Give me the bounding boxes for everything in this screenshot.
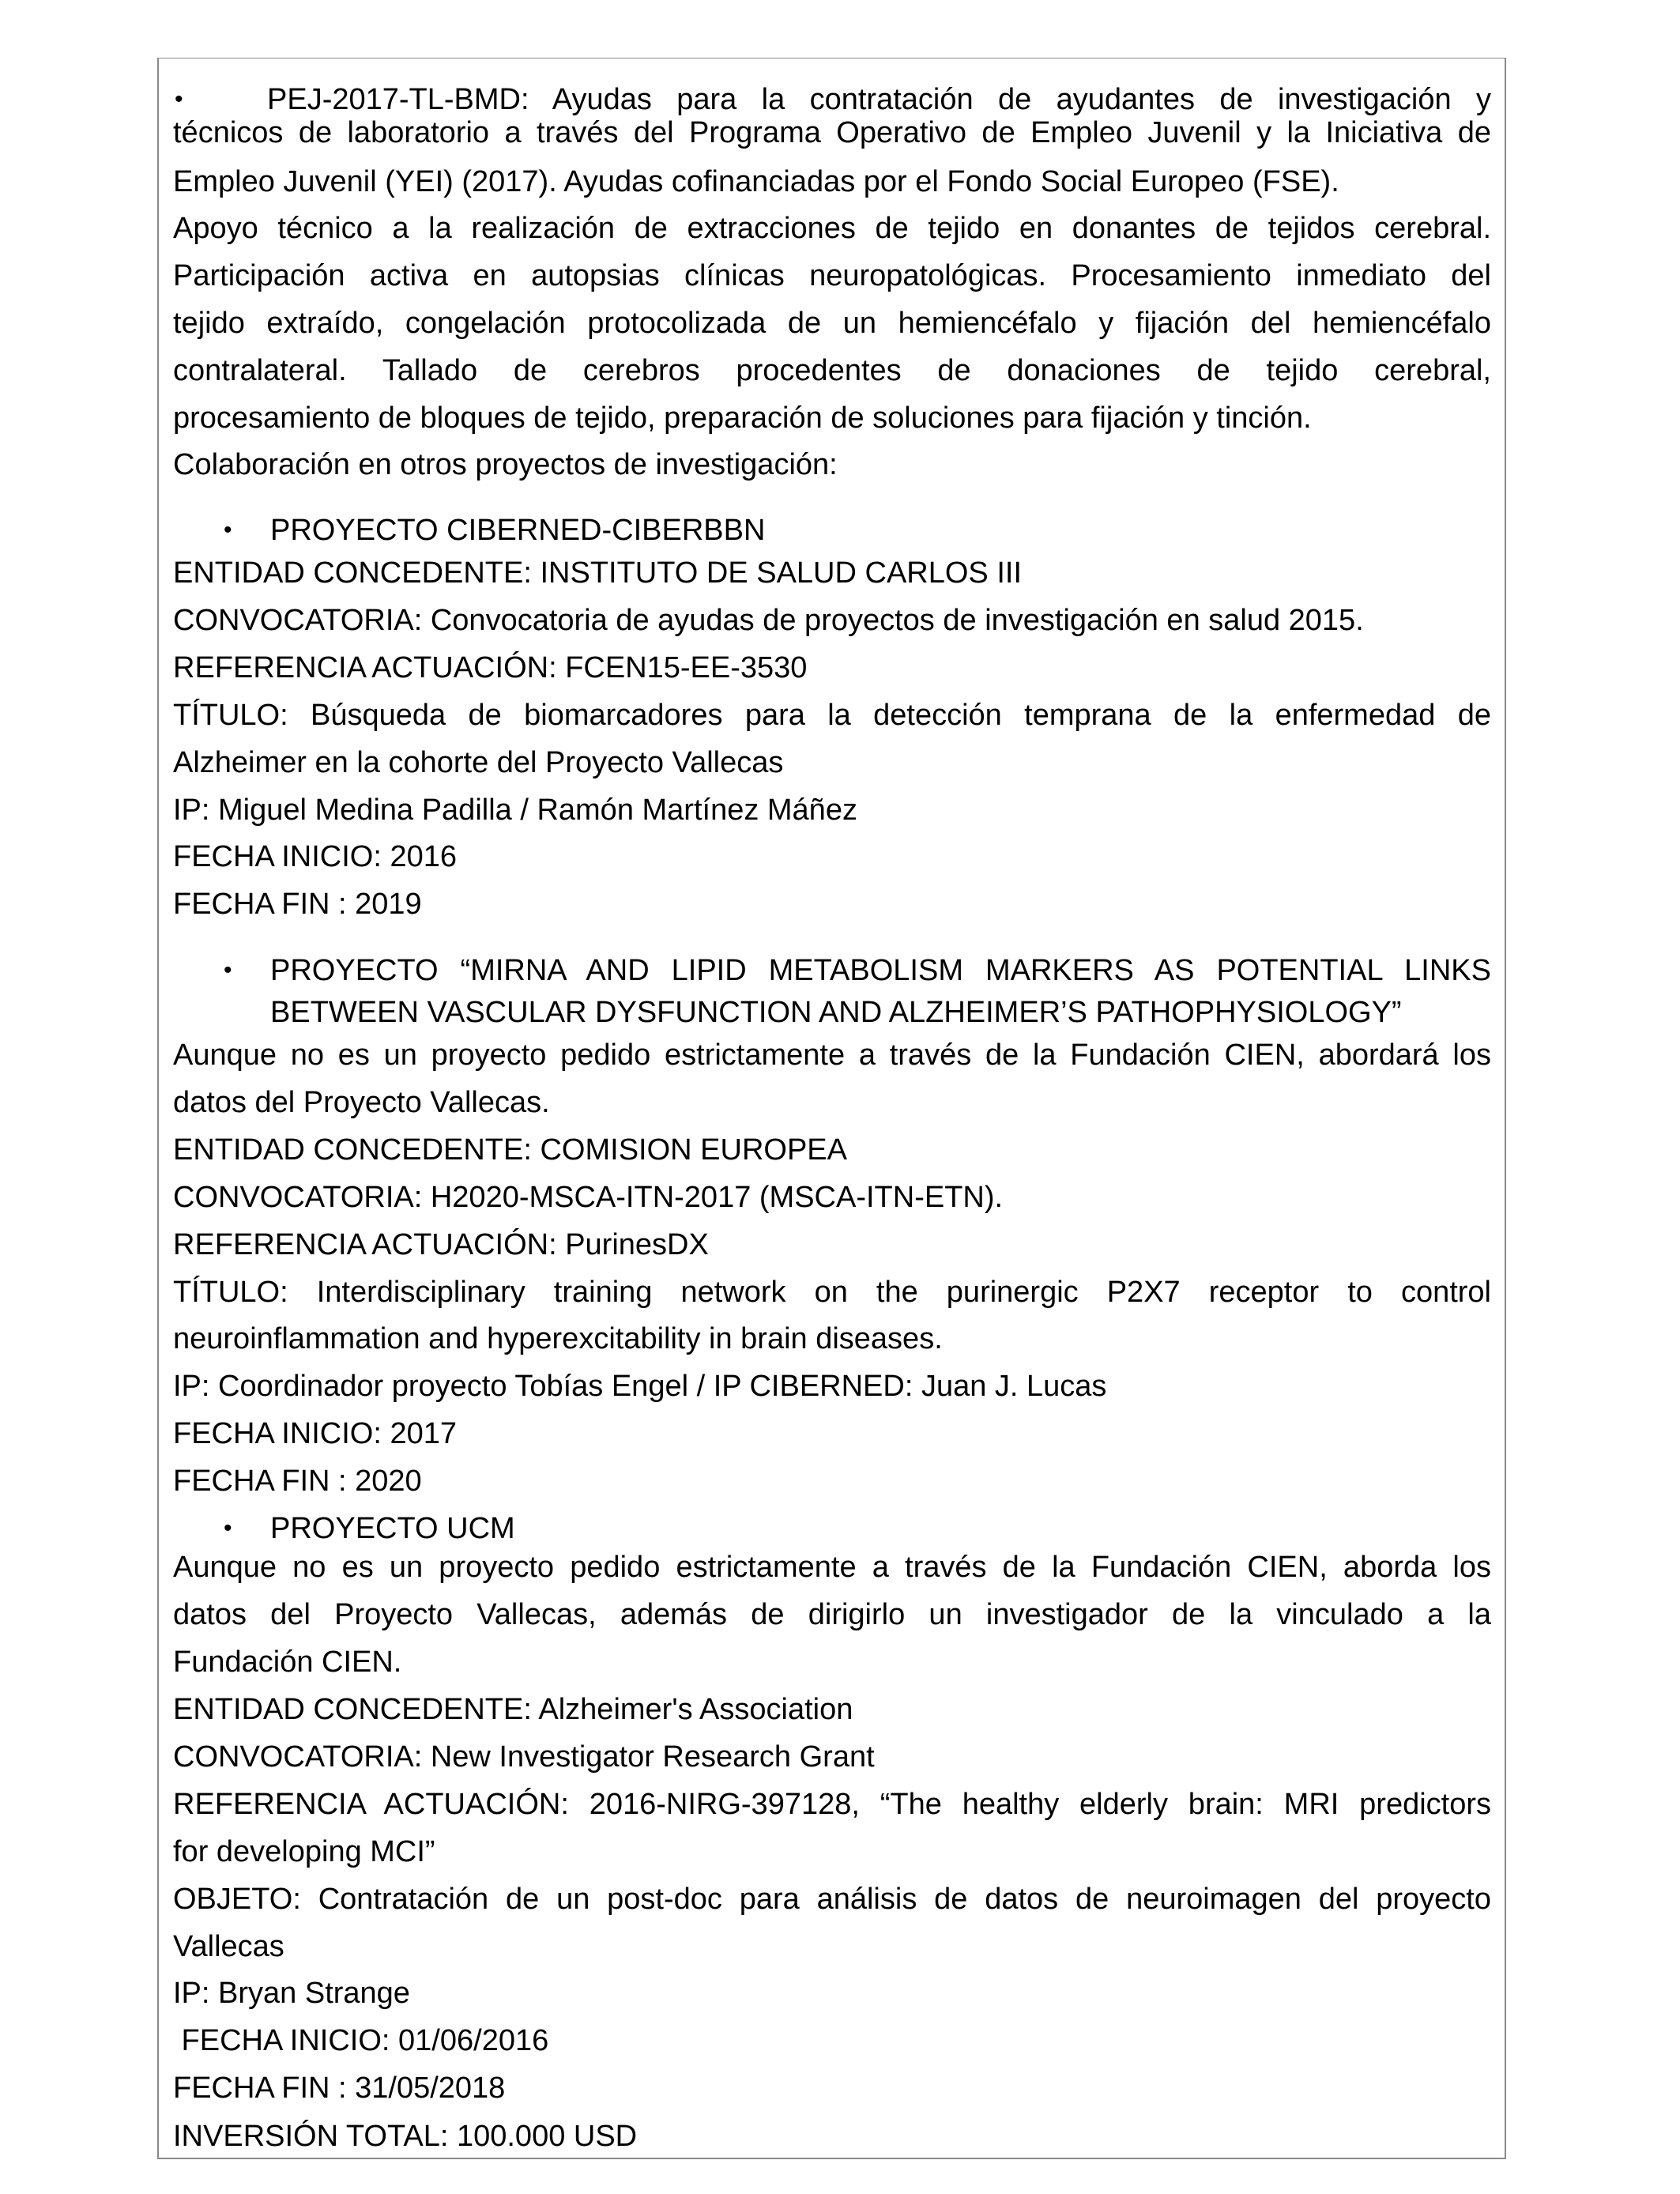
project2-heading-line-2: BETWEEN VASCULAR DYSFUNCTION AND ALZHEIMER’S PATHOPHYSIOLOGY” [270, 996, 1402, 1029]
intro-paragraph-line-6: Colaboración en otros proyectos de investigación: [173, 448, 838, 481]
project2-titulo-line-1: TÍTULO: Interdisciplinary training network on the purinergic P2X7 receptor to control [173, 1276, 1491, 1309]
project2-convocatoria: CONVOCATORIA: H2020-MSCA-ITN-2017 (MSCA-ITN-ETN). [173, 1181, 1004, 1214]
project1-referencia: REFERENCIA ACTUACIÓN: FCEN15-EE-3530 [173, 651, 808, 684]
project3-fecha-fin: FECHA FIN : 31/05/2018 [173, 2071, 506, 2105]
project3-entidad: ENTIDAD CONCEDENTE: Alzheimer's Association [173, 1693, 853, 1726]
project3-fecha-inicio: FECHA INICIO: 01/06/2016 [173, 2024, 549, 2057]
project2-ip: IP: Coordinador proyecto Tobías Engel / IP CIBERNED: Juan J. Lucas [173, 1370, 1107, 1403]
intro-paragraph-line-4: contralateral. Tallado de cerebros procedentes de donaciones de tejido cerebral, [173, 354, 1491, 387]
project3-referencia-line-2: for developing MCI” [173, 1835, 435, 1868]
project3-ip: IP: Bryan Strange [173, 1977, 410, 2010]
intro-paragraph-line-1: Apoyo técnico a la realización de extracciones de tejido en donantes de tejidos cerebral. [173, 212, 1491, 245]
project2-note-line-2: datos del Proyecto Vallecas. [173, 1086, 550, 1119]
intro-line-2: técnicos de laboratorio a través del Programa Operativo de Empleo Juvenil y la Iniciativa de [173, 116, 1491, 149]
project2-referencia: REFERENCIA ACTUACIÓN: PurinesDX [173, 1228, 709, 1261]
intro-line-3: Empleo Juvenil (YEI) (2017). Ayudas cofinanciadas por el Fondo Social Europeo (FSE). [173, 165, 1339, 198]
project3-note-line-2: datos del Proyecto Vallecas, además de dirigirlo un investigador de la vinculado a la [173, 1598, 1491, 1631]
project1-fecha-inicio: FECHA INICIO: 2016 [173, 840, 458, 873]
project3-objeto-line-1: OBJETO: Contratación de un post-doc para análisis de datos de neuroimagen del proyecto [173, 1883, 1491, 1916]
intro-line-1: PEJ-2017-TL-BMD: Ayudas para la contratación de ayudantes de investigación y [267, 83, 1491, 116]
project1-heading: PROYECTO CIBERNED-CIBERBBN [270, 514, 766, 547]
project3-note-line-3: Fundación CIEN. [173, 1646, 402, 1679]
project1-convocatoria: CONVOCATORIA: Convocatoria de ayudas de proyectos de investigación en salud 2015. [173, 604, 1364, 637]
project2-heading-line-1: PROYECTO “MIRNA AND LIPID METABOLISM MARKERS AS POTENTIAL LINKS [270, 954, 1491, 987]
bullet-icon: • [224, 957, 232, 983]
project2-entidad: ENTIDAD CONCEDENTE: COMISION EUROPEA [173, 1133, 847, 1167]
project3-heading: PROYECTO UCM [270, 1512, 515, 1545]
project3-inversion-total: INVERSIÓN TOTAL: 100.000 USD [173, 2120, 638, 2153]
project2-fecha-inicio: FECHA INICIO: 2017 [173, 1417, 458, 1450]
project3-referencia-line-1: REFERENCIA ACTUACIÓN: 2016-NIRG-397128, “The healthy elderly brain: MRI predictors [173, 1788, 1491, 1821]
project1-fecha-fin: FECHA FIN : 2019 [173, 888, 422, 921]
project3-note-line-1: Aunque no es un proyecto pedido estrictamente a través de la Fundación CIEN, aborda los [173, 1551, 1491, 1584]
project2-fecha-fin: FECHA FIN : 2020 [173, 1465, 422, 1498]
intro-paragraph-line-5: procesamiento de bloques de tejido, preparación de soluciones para fijación y tinción. [173, 401, 1312, 435]
project1-titulo-line-2: Alzheimer en la cohorte del Proyecto Vallecas [173, 746, 784, 779]
project2-note-line-1: Aunque no es un proyecto pedido estrictamente a través de la Fundación CIEN, abordará los [173, 1039, 1491, 1072]
bullet-icon: • [224, 517, 232, 543]
bullet-icon: • [175, 86, 183, 112]
project3-convocatoria: CONVOCATORIA: New Investigator Research Grant [173, 1740, 875, 1774]
project1-ip: IP: Miguel Medina Padilla / Ramón Martínez Máñez [173, 794, 857, 827]
project2-titulo-line-2: neuroinflammation and hyperexcitability in brain diseases. [173, 1322, 943, 1355]
project3-objeto-line-2: Vallecas [173, 1930, 284, 1963]
project1-entidad: ENTIDAD CONCEDENTE: INSTITUTO DE SALUD CARLOS III [173, 556, 1023, 590]
intro-paragraph-line-3: tejido extraído, congelación protocolizada de un hemiencéfalo y fijación del hemiencéfalo [173, 307, 1491, 340]
project1-titulo-line-1: TÍTULO: Búsqueda de biomarcadores para la detección temprana de la enfermedad de [173, 699, 1491, 732]
intro-paragraph-line-2: Participación activa en autopsias clínicas neuropatológicas. Procesamiento inmediato del [173, 259, 1491, 292]
bullet-icon: • [224, 1515, 232, 1541]
